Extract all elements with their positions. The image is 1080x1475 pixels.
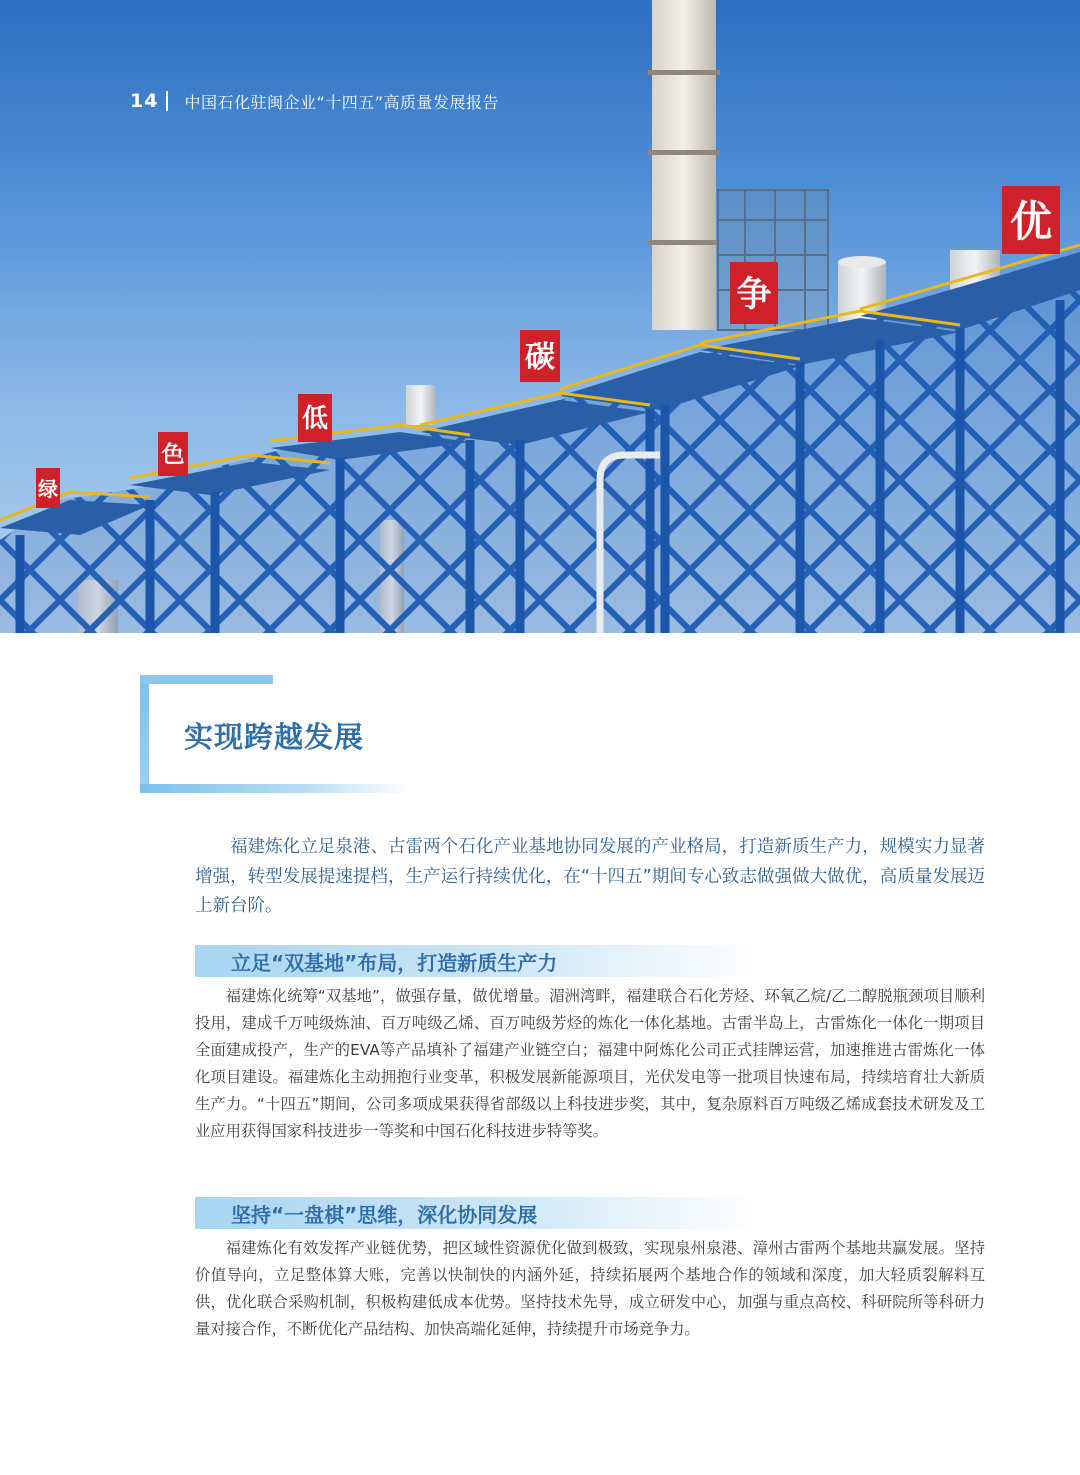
slogan-sign-text: 争 (736, 275, 772, 314)
slogan-sign (520, 330, 560, 382)
body-paragraph-dual-base: 福建炼化统筹“双基地”，做强存量，做优增量。湄洲湾畔，福建联合石化芳烃、环氧乙烷/乙二醇脱瓶颈项目顺利投用，建成千万吨级炼油、百万吨级乙烯、百万吨级芳烃的炼化一体化基地。古雷半岛上，古雷炼化一体化一期项目全面建成投产，生产的EVA等产品填补了福建产业链空白；福建中阿炼化公司正式挂牌运营，加速推进古雷炼化一体化项目建设。福建炼化主动拥抱行业变革，积极发展新能源项目，光伏发电等一批项目快速布局，持续培育壮大新质生产力。“十四五”期间，公司多项成果获得省部级以上科技进步奖，其中，复杂原料百万吨级乙烯成套技术研发及工业应用获得国家科技进步一等奖和中国石化科技进步特等奖。 (195, 987, 985, 1140)
frame-bottom-bar (140, 784, 412, 793)
chimney (648, 0, 720, 330)
subheading-dual-base (195, 945, 755, 977)
report-title: 中国石化驻闽企业“十四五”高质量发展报告 (184, 92, 500, 112)
slogan-sign (158, 432, 188, 476)
slogan-sign-text: 碳 (525, 341, 555, 374)
page-number: 14 (130, 90, 159, 112)
body-paragraph-one-chessboard: 福建炼化有效发挥产业链优势，把区域性资源优化做到极致，实现泉州泉港、漳州古雷两个基地共赢发展。坚持价值导向，立足整体算大账，完善以快制快的内涵外延，持续拓展两个基地合作的领域和深度，加大轻质裂解料互供，优化联合采购机制，积极构建低成本优势。坚持技术先导，成立研发中心，加强与重点高校、科研院所等科研力量对接合作，不断优化产品结构、加快高端化延伸，持续提升市场竞争力。 (195, 1239, 985, 1338)
slogan-sign (298, 394, 332, 442)
slogan-sign-text: 优 (1009, 198, 1053, 245)
subheading-text: 立足“双基地”布局，打造新质生产力 (231, 951, 558, 975)
subheading-text: 坚持“一盘棋”思维，深化协同发展 (231, 1203, 538, 1227)
slogan-sign-text: 绿 (38, 479, 58, 501)
slogan-sign (36, 468, 60, 508)
header-divider (166, 91, 168, 111)
slogan-sign-text: 低 (301, 403, 329, 433)
frame-left-bar (140, 675, 149, 793)
slogan-sign (730, 262, 778, 324)
intro-paragraph: 福建炼化立足泉港、古雷两个石化产业基地协同发展的产业格局，打造新质生产力，规模实力显著增强，转型发展提速提档，生产运行持续优化，在“十四五”期间专心致志做强做大做优，高质量发展迈上新台阶。 (195, 837, 985, 916)
section-title: 实现跨越发展 (184, 720, 365, 754)
page-header (130, 88, 499, 114)
slogan-sign (1002, 186, 1060, 254)
frame-top-bar (140, 675, 273, 684)
hero-photo (0, 0, 1080, 633)
subheading-one-chessboard (195, 1197, 755, 1229)
section-title-frame (140, 675, 420, 793)
slogan-sign-text: 色 (161, 441, 185, 467)
